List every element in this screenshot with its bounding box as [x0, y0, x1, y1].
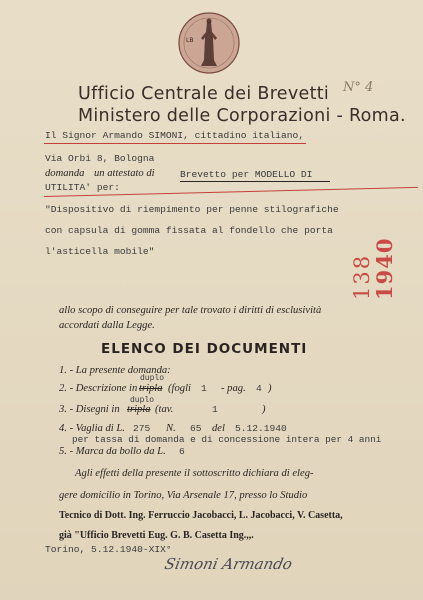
doc-item-2-close: )	[268, 383, 272, 394]
typed-request: Brevetto per MODELLO DI	[180, 169, 313, 180]
doc-item-2-fogli-count: 1	[201, 383, 207, 394]
label-domanda: domanda	[45, 168, 85, 179]
corner-number-note: N° 4	[343, 80, 374, 95]
doc-item-4-amount: 275	[133, 423, 151, 434]
doc-item-2-struck: tripla	[139, 383, 163, 394]
doc-item-4-n-label: N.	[166, 423, 176, 434]
description-line-1: "Dispositivo di riempimento per penne stilografiche	[45, 204, 339, 215]
doc-item-3-label: 3. - Disegni in	[59, 404, 120, 415]
doc-item-3-struck: tripla	[127, 404, 151, 415]
description-line-2: con capsula di gomma fissata al fondello che porta	[45, 225, 333, 236]
ministry-seal-icon	[177, 10, 241, 76]
doc-item-5-label: 5. - Marca da bollo da L.	[59, 446, 166, 457]
domicile-line-3: Tecnico di Dott. Ing. Ferruccio Jacobacci, L. Jacobacci, V. Casetta,	[59, 510, 343, 521]
doc-item-1: 1. - La presente domanda:	[59, 365, 171, 376]
doc-item-2-pag-count: 4	[256, 383, 262, 394]
signature: Simoni Armando	[163, 555, 294, 573]
domicile-line-4: già "Ufficio Brevetti Eug. G. B. Casetta Ing.,,.	[59, 530, 254, 541]
documents-title: ELENCO DEI DOCUMENTI	[101, 341, 308, 357]
typed-utilita: UTILITA' per:	[45, 182, 120, 193]
doc-item-4-label: 4. - Vaglia di L.	[59, 423, 125, 434]
doc-item-3-insert: duplo	[130, 396, 155, 405]
svg-text:LB: LB	[186, 37, 194, 44]
applicant-address: Via Orbi 8, Bologna	[45, 153, 155, 164]
domicile-line-2: gere domicilio in Torino, Via Arsenale 17, presso lo Studio	[59, 490, 308, 501]
doc-item-2-pag: - pag.	[221, 383, 246, 394]
doc-item-2-fogli: (fogli	[168, 383, 191, 394]
doc-item-4-date: 5.12.1940	[235, 423, 287, 434]
ministry-title: Ministero delle Corporazioni - Roma.	[78, 106, 406, 126]
date-and-place: Torino, 5.12.1940-XIX°	[45, 544, 172, 555]
doc-item-4-del: del	[212, 423, 225, 434]
doc-item-3-tav-count: 1	[212, 404, 218, 415]
doc-item-4-fee-note: per tassa di domanda e di concessione intera per 4 anni	[72, 434, 382, 445]
purpose-line-1: allo scopo di conseguire per tale trovato i diritti di esclusività	[59, 305, 322, 316]
office-title: Ufficio Centrale dei Brevetti	[78, 84, 330, 104]
form-line	[180, 181, 330, 182]
stamp-year: 1940	[372, 237, 397, 300]
doc-item-3-tav: (tav.	[155, 404, 174, 415]
red-underline-1	[44, 143, 306, 144]
doc-item-5-value: 6	[179, 446, 185, 457]
description-line-3: l'asticella mobile"	[45, 246, 155, 257]
doc-item-3-close: )	[262, 404, 266, 415]
purpose-line-2: accordati dalla Legge.	[59, 320, 155, 331]
registration-stamp	[350, 237, 397, 300]
doc-item-4-number: 65	[190, 423, 202, 434]
stamp-number: 138	[350, 253, 374, 300]
label-attestato: un attestato di	[94, 168, 155, 179]
applicant-line: Il Signor Armando SIMONI, cittadino italiano,	[45, 130, 305, 141]
doc-item-2-insert: duplo	[140, 374, 165, 383]
doc-item-2-label: 2. - Descrizione in	[59, 383, 138, 394]
domicile-line-1: Agli effetti della presente il sottoscritto dichiara di eleg-	[75, 468, 314, 479]
